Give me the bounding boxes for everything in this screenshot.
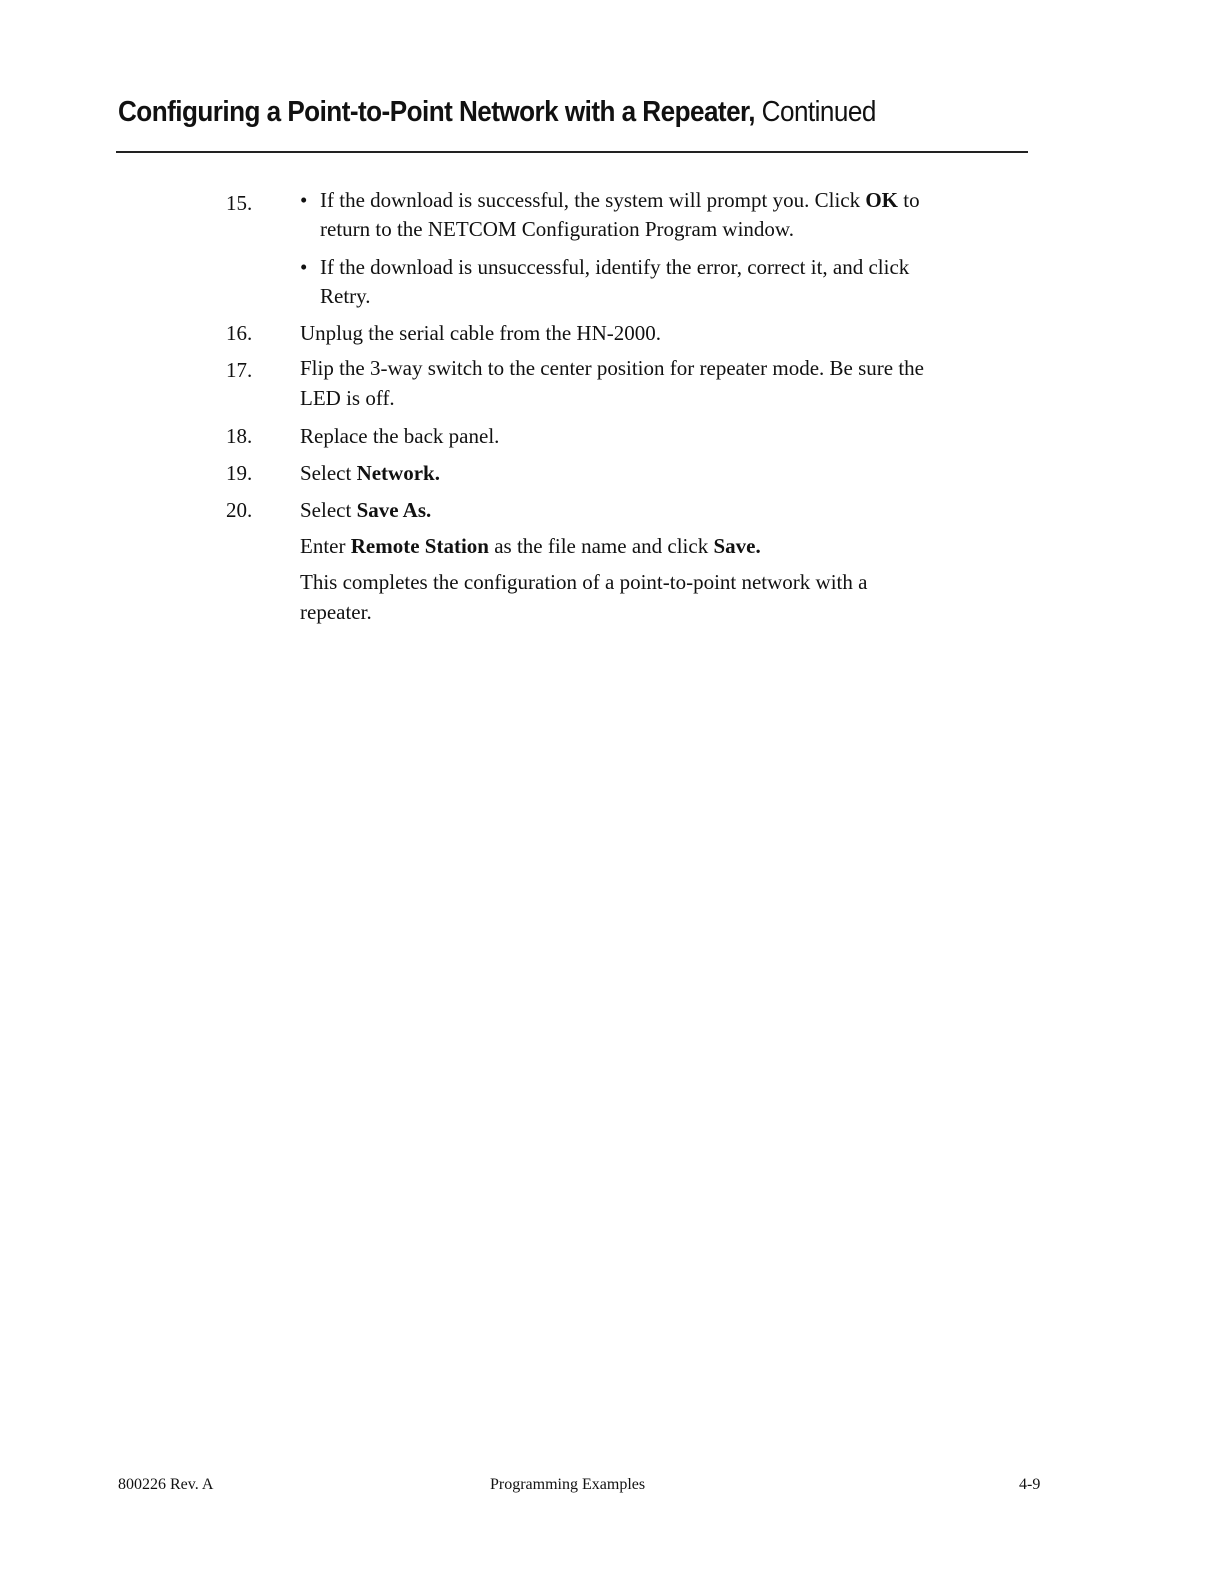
footer-section: Programming Examples	[490, 1476, 646, 1493]
step-20-text	[300, 495, 1025, 525]
step-18-number: 18.	[226, 424, 253, 448]
step-17-line: LED is off.	[300, 386, 395, 410]
step-19-text	[300, 458, 1025, 488]
step-20-number: 20.	[226, 498, 253, 522]
footer-page-number: 4-9	[1019, 1476, 1041, 1493]
text-run: Select	[300, 498, 357, 522]
save-as-label: Save As.	[356, 498, 432, 522]
enter-filename-paragraph	[300, 531, 1025, 561]
step-15-bullet-success	[300, 186, 1025, 244]
bullet-icon: •	[300, 255, 308, 279]
step-17-number: 17.	[226, 358, 253, 382]
text-run: Select	[300, 461, 357, 485]
bullet-text	[320, 186, 1025, 244]
ok-label: OK	[865, 188, 899, 212]
step-17-line: Flip the 3-way switch to the center position for repeater mode. Be sure the	[300, 356, 924, 380]
text-run: to	[898, 188, 920, 212]
completion-line: repeater.	[300, 600, 372, 624]
bullet-line: return to the NETCOM Configuration Program window.	[320, 217, 794, 241]
step-16-text: Unplug the serial cable from the HN-2000.	[300, 321, 661, 345]
network-label: Network.	[356, 461, 440, 485]
completion-line: This completes the configuration of a point-to-point network with a	[300, 570, 868, 594]
step-18-text: Replace the back panel.	[300, 424, 500, 448]
text-run: If the download is successful, the system will prompt you. Click	[320, 188, 866, 212]
completion-paragraph	[300, 567, 1025, 627]
footer-doc-number: 800226 Rev. A	[118, 1476, 214, 1493]
step-17-text	[300, 353, 1025, 413]
remote-station-label: Remote Station	[350, 534, 489, 558]
step-15-bullet-failure	[300, 253, 1025, 311]
bullet-icon: •	[300, 188, 308, 212]
page-title	[118, 96, 876, 129]
step-19-number: 19.	[226, 461, 253, 485]
save-label: Save.	[713, 534, 761, 558]
text-run: Enter	[300, 534, 351, 558]
step-15-number: 15.	[226, 191, 253, 215]
text-run: as the file name and click	[488, 534, 714, 558]
heading-rule	[116, 151, 1028, 153]
page-title-continued: Continued	[761, 96, 876, 128]
step-16-number: 16.	[226, 321, 253, 345]
bullet-line: If the download is unsuccessful, identify the error, correct it, and click	[320, 255, 910, 279]
bullet-line	[320, 186, 1025, 215]
bullet-line: Retry.	[320, 284, 371, 308]
page-title-main: Configuring a Point-to-Point Network with a Repeater,	[118, 96, 755, 128]
bullet-text	[320, 253, 1025, 311]
